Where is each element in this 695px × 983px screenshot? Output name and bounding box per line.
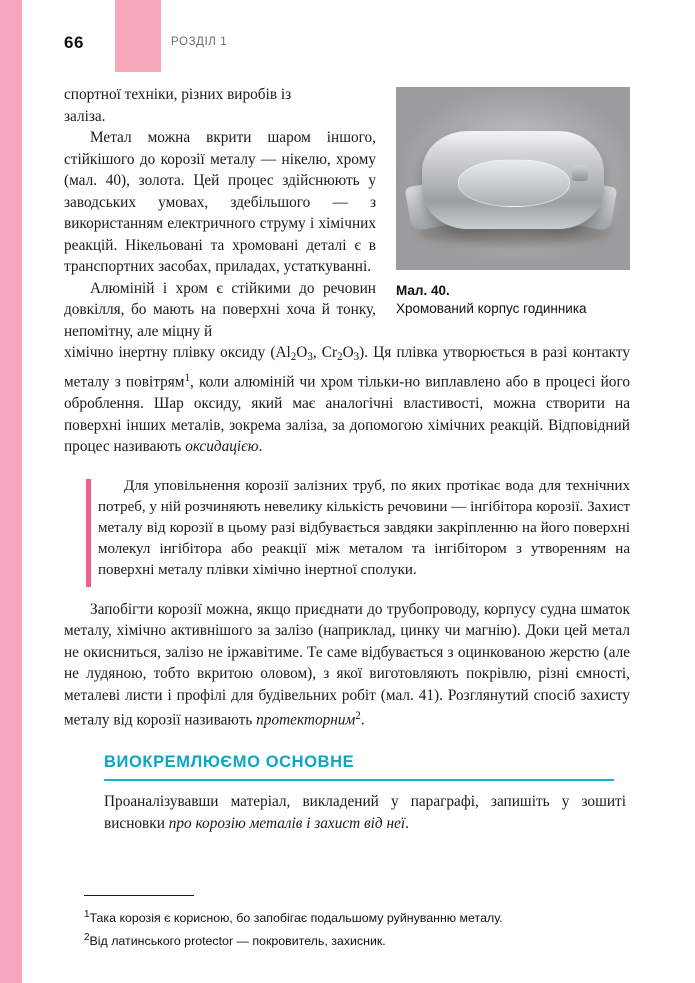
callout-accent-bar — [86, 479, 91, 587]
p3-text-b: O — [296, 344, 308, 361]
section-body — [64, 791, 630, 835]
section-text-b: . — [405, 815, 409, 833]
page-content — [64, 84, 630, 835]
p3-text-a: хімічно інертну плівку оксиду (Al — [64, 344, 291, 361]
section-divider — [104, 779, 614, 781]
p3-sub-4: 3 — [353, 350, 360, 363]
p4-text-a: Запобігти корозії можна, якщо приєднати до трубопроводу, корпусу судна шматок металу, хімічно активнішого за залізо (наприклад, цинку чи магнію). Доки цей метал не окисниться, залізо не іржавітиме. Те саме відбувається з оцинкованою жерстю (але не лудяною, тобто вкритою оловом), з якої виготовляють покрівлю, різні ємності, металеві листи і профілі для будівельних робіт (мал. 41). Розглянутий спосіб захисту металу від корозії називають — [64, 600, 630, 729]
watch-bezel — [458, 159, 570, 207]
footnote-ref-1: 1 — [184, 372, 190, 385]
section-title: ВИОКРЕМЛЮЄМО ОСНОВНЕ — [104, 753, 355, 772]
figure-caption-text: Хромований корпус годинника — [396, 301, 587, 316]
watch-crown — [572, 165, 588, 181]
paragraph-3-part-b — [64, 342, 630, 458]
wrapped-text-column — [64, 84, 376, 342]
p3-italic-oxidation: оксидацією — [185, 438, 259, 456]
p3-text-d: O — [342, 344, 354, 361]
page-number: 66 — [64, 33, 84, 52]
p3-text-g: . — [258, 438, 263, 456]
p3-text-c: , Cr — [312, 344, 338, 361]
figure-caption-title: Мал. 40. — [396, 283, 450, 298]
footnote-text-2: Від латинського protector — покровитель, захисник. — [89, 933, 386, 948]
footnote-divider — [84, 895, 194, 896]
p4-italic-protective: протекторним — [256, 711, 356, 729]
page-edge-band — [0, 0, 22, 983]
page-edge-band-inner — [22, 0, 38, 983]
chapter-label: РОЗДІЛ 1 — [171, 36, 228, 48]
figure-40 — [396, 87, 630, 318]
text-figure-wrap — [64, 84, 630, 458]
footnote-text-1: Така корозія є корисною, бо запобігає подальшому руйнуванню металу. — [89, 910, 503, 925]
paragraph-4 — [64, 599, 630, 732]
header-accent-block — [115, 0, 161, 72]
p3-sub-3: 2 — [337, 350, 343, 363]
footnote-ref-2: 2 — [355, 710, 361, 723]
paragraph-1-line-1: спортної техніки, різних виробів із — [64, 86, 292, 103]
p3-sub-2: 3 — [307, 350, 313, 363]
section-text-a: Проаналізувавши матеріал, викладений у параграфі, запишіть у зошиті висновки — [104, 793, 626, 833]
paragraph-3-part-a: Алюміній і хром є стійкими до речовин довкілля, бо мають на поверхні хоча й тонку, непомітну, але міцну й — [64, 279, 376, 340]
callout-text: Для уповільнення корозії залізних труб, по яких протікає вода для технічних потреб, у ній розчиняють невелику кількість речовини — інгібітора корозії. Захист металу від корозії в цьому разі відбувається завдяки закріпленню на його поверхні молекул інгібітора або реакції між металом та інгібітором з утворенням на поверхні металу плівки хімічно інертної сполуки. — [98, 477, 630, 578]
section-key-points — [64, 753, 630, 835]
p3-text-e: ). Ця плівка утворюється в разі контакту металу з повітрям — [64, 344, 630, 391]
p3-sub-1: 2 — [290, 350, 297, 363]
footnote-item — [84, 905, 604, 928]
p3-text-f: , коли алюміній чи хром тільки-но виплавлено або в процесі його оброблення. Шар оксиду, який має аналогічні властивості, можна створити на поверхні інших металів, зокрема заліза, за допомогою хімічних реакцій. Відповідний процес називають — [64, 373, 630, 456]
section-italic: про корозію металів і захист від неї — [168, 815, 406, 833]
section-paragraph — [104, 791, 626, 835]
paragraph-2: Метал можна вкрити шаром іншого, стійкішого до корозії металу — нікелю, хрому (мал. 40), золота. Цей процес здійснюють у заводських умовах, здебільшого — з використанням електричного струму і хімічних реакцій. Нікельовані та хромовані деталі є в транспортних засобах, приладах, устаткуванні. — [64, 129, 376, 275]
footnote-marker-2: 2 — [84, 931, 90, 943]
footnote-marker-1: 1 — [84, 909, 90, 920]
p4-text-b: . — [360, 711, 365, 729]
footnotes-block — [84, 895, 604, 951]
page-header — [0, 0, 695, 72]
footnote-item — [84, 928, 604, 951]
watch-case-photo — [396, 87, 630, 270]
callout-block — [64, 476, 630, 581]
paragraph-1-line-2: заліза. — [64, 107, 106, 125]
